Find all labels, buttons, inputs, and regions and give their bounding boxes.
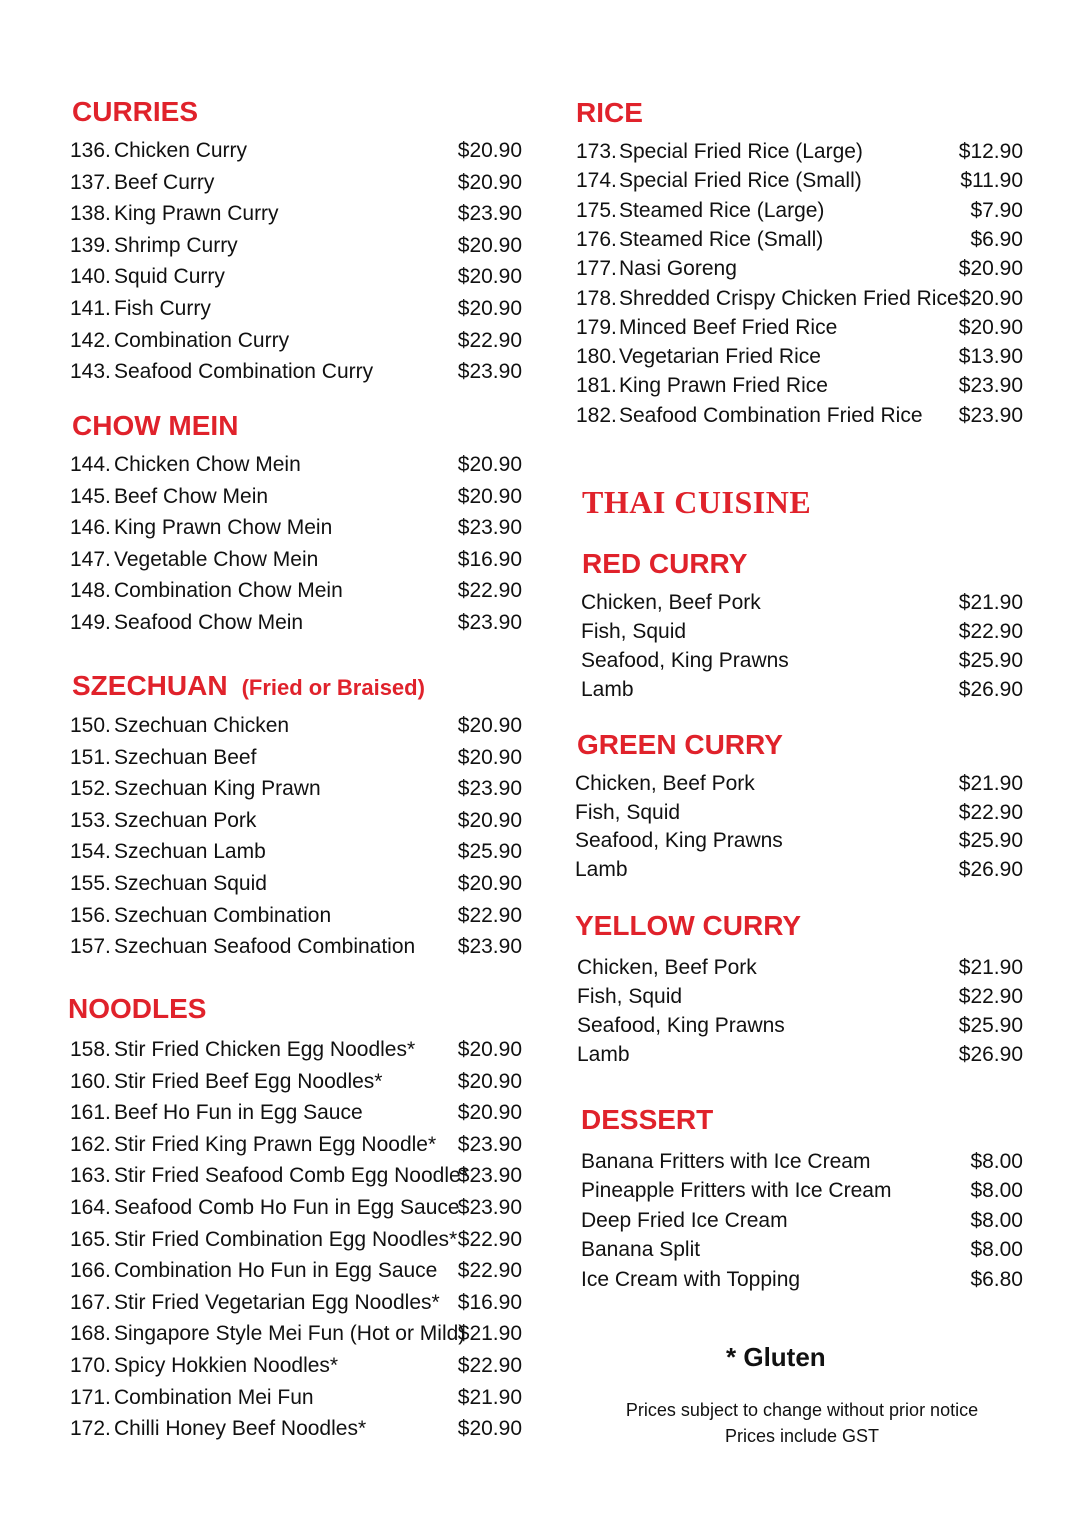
item-price: $20.90: [457, 872, 522, 895]
item-number: 139.: [70, 233, 111, 257]
menu-item: [70, 199, 522, 229]
item-price: $23.90: [959, 401, 1023, 431]
item-name: Beef Chow Mein: [114, 484, 269, 508]
menu-item: [70, 1256, 522, 1286]
menu-item: [575, 826, 1023, 856]
section-title: SZECHUAN: [72, 670, 228, 701]
menu-item: [70, 450, 522, 480]
item-price: $20.90: [457, 170, 522, 194]
item-number: 151.: [70, 745, 111, 769]
item-price: $25.90: [457, 840, 522, 864]
item-price: $20.90: [457, 1101, 522, 1125]
price-notice: Prices subject to change without prior notice: [625, 1400, 979, 1420]
item-price: $7.90: [970, 196, 1023, 226]
section-title: CHOW MEIN: [72, 410, 239, 441]
item-number: 145.: [70, 484, 111, 508]
item-name: Squid Curry: [114, 265, 225, 289]
item-price: $23.90: [457, 611, 522, 634]
menu-item: [70, 1288, 522, 1318]
item-name: Vegetable Chow Mein: [114, 547, 319, 571]
item-name: Szechuan Squid: [114, 872, 267, 895]
item-price: $20.90: [457, 745, 522, 769]
item-number: 142.: [70, 328, 111, 352]
menu-item: [70, 1098, 522, 1128]
item-price: $22.90: [958, 800, 1023, 824]
menu-item: [70, 608, 522, 638]
item-number: 168.: [70, 1322, 111, 1346]
item-name: Chicken Curry: [114, 139, 248, 162]
item-price: $26.90: [958, 857, 1023, 881]
item-number: 152.: [70, 777, 111, 801]
item-price: $21.90: [958, 956, 1023, 979]
menu-item: [70, 262, 522, 292]
item-price: $22.90: [958, 985, 1023, 1008]
menu-item: [70, 513, 522, 543]
item-name: Banana Fritters with Ice Cream: [581, 1150, 871, 1173]
item-name: Combination Ho Fun in Egg Sauce: [114, 1259, 438, 1283]
item-price: $8.00: [970, 1208, 1023, 1232]
item-name: Stir Fried Beef Egg Noodles*: [114, 1069, 383, 1093]
item-price: $16.90: [457, 1290, 522, 1314]
item-number: 155.: [70, 872, 111, 895]
menu-item: [70, 136, 522, 166]
item-name: Fish, Squid: [577, 985, 683, 1008]
menu-item: [70, 326, 522, 356]
menu-item: [70, 1414, 522, 1444]
item-number: 150.: [70, 714, 111, 737]
item-number: 143.: [70, 360, 111, 384]
menu-item: [577, 1011, 1023, 1041]
item-price: $20.90: [457, 1417, 522, 1441]
menu-item: [70, 576, 522, 606]
item-name: Chilli Honey Beef Noodles*: [114, 1417, 367, 1441]
item-number: 177.: [576, 257, 617, 281]
item-number: 166.: [70, 1259, 111, 1283]
item-name: Beef Ho Fun in Egg Sauce: [114, 1101, 363, 1125]
item-number: 148.: [70, 579, 111, 603]
item-price: $25.90: [958, 648, 1023, 672]
menu-item: [581, 1147, 1023, 1177]
menu-item: [70, 357, 522, 387]
item-number: 161.: [70, 1101, 111, 1125]
item-number: 162.: [70, 1132, 111, 1156]
menu-item: [70, 168, 522, 198]
menu-item: [577, 1040, 1023, 1070]
item-name: Szechuan Seafood Combination: [114, 935, 416, 959]
item-price: $16.90: [457, 547, 522, 571]
item-price: $22.90: [457, 328, 522, 352]
item-name: Seafood, King Prawns: [575, 829, 783, 852]
menu-section: [72, 410, 238, 442]
item-price: $6.90: [970, 225, 1023, 255]
section-subtitle: (Fried or Braised): [241, 675, 425, 700]
item-name: Vegetarian Fried Rice: [619, 345, 821, 369]
item-price: $20.90: [457, 233, 522, 257]
item-number: 153.: [70, 808, 111, 832]
item-price: $20.90: [959, 254, 1023, 284]
menu-item: [577, 953, 1023, 983]
item-name: Chicken, Beef Pork: [575, 772, 755, 795]
item-price: $23.90: [457, 360, 522, 384]
item-name: Seafood Combination Curry: [114, 360, 374, 384]
item-price: $25.90: [958, 829, 1023, 852]
menu-item: [581, 1265, 1023, 1295]
item-price: $20.90: [959, 284, 1023, 314]
menu-item: [70, 1225, 522, 1255]
item-name: Fish Curry: [114, 297, 211, 320]
item-number: 147.: [70, 547, 111, 571]
menu-item: [70, 711, 522, 741]
item-number: 174.: [576, 169, 617, 193]
item-price: $20.90: [457, 484, 522, 508]
item-price: $20.90: [457, 265, 522, 289]
menu-item: [581, 1235, 1023, 1265]
section-title: DESSERT: [581, 1104, 714, 1135]
item-price: $13.90: [959, 342, 1023, 372]
item-name: Singapore Style Mei Fun (Hot or Mild): [114, 1322, 466, 1346]
menu-item: [576, 313, 1023, 343]
item-name: King Prawn Chow Mein: [114, 516, 333, 540]
item-number: 154.: [70, 840, 111, 864]
section-title: YELLOW CURRY: [575, 910, 802, 941]
item-name: Fish, Squid: [581, 619, 687, 643]
item-number: 136.: [70, 139, 111, 162]
thai-cuisine-title: THAI CUISINE: [582, 484, 812, 520]
item-name: Chicken, Beef Pork: [577, 956, 757, 979]
item-price: $23.90: [457, 1196, 522, 1219]
item-price: $23.90: [457, 202, 522, 226]
item-price: $22.90: [457, 1227, 522, 1251]
item-name: Banana Split: [581, 1238, 701, 1262]
menu-item: [70, 1383, 522, 1413]
menu-item: [70, 1351, 522, 1381]
item-price: $23.90: [457, 777, 522, 801]
item-price: $22.90: [457, 579, 522, 603]
item-number: 167.: [70, 1290, 111, 1314]
item-name: Szechuan King Prawn: [114, 777, 321, 801]
menu-item: [576, 401, 1023, 431]
item-number: 170.: [70, 1354, 111, 1377]
item-name: Spicy Hokkien Noodles*: [114, 1354, 339, 1377]
menu-item: [70, 774, 522, 804]
menu-item: [575, 798, 1023, 828]
menu-item: [70, 1319, 522, 1349]
menu-item: [576, 166, 1023, 196]
item-price: $8.00: [970, 1179, 1023, 1203]
menu-item: [70, 1035, 522, 1065]
item-number: 158.: [70, 1038, 111, 1061]
item-name: Ice Cream with Topping: [581, 1267, 801, 1291]
item-number: 182.: [576, 403, 617, 427]
item-number: 141.: [70, 297, 111, 320]
menu-item: [581, 588, 1023, 618]
menu-item: [70, 231, 522, 261]
menu-item: [581, 1176, 1023, 1206]
item-number: 138.: [70, 202, 111, 226]
item-name: Szechuan Lamb: [114, 840, 266, 864]
item-price: $21.90: [457, 1385, 522, 1409]
item-number: 176.: [576, 227, 617, 251]
menu-item: [70, 932, 522, 962]
menu-item: [581, 675, 1023, 705]
item-name: Combination Mei Fun: [114, 1385, 314, 1409]
item-number: 137.: [70, 170, 111, 194]
menu-item: [576, 225, 1023, 255]
item-name: Chicken, Beef Pork: [581, 591, 761, 614]
gluten-note: * Gluten: [726, 1342, 826, 1372]
menu-item: [70, 837, 522, 867]
item-number: 180.: [576, 345, 617, 369]
menu-item: [576, 137, 1023, 167]
item-number: 156.: [70, 903, 111, 927]
item-name: Special Fried Rice (Small): [619, 169, 862, 193]
menu-item: [70, 901, 522, 931]
item-name: Lamb: [581, 677, 634, 701]
menu-item: [70, 743, 522, 773]
item-price: $23.90: [457, 516, 522, 540]
item-name: Szechuan Pork: [114, 808, 257, 832]
item-number: 163.: [70, 1164, 111, 1188]
item-price: $20.90: [457, 1069, 522, 1093]
item-number: 171.: [70, 1385, 111, 1409]
item-number: 179.: [576, 315, 617, 339]
item-price: $21.90: [958, 591, 1023, 614]
item-price: $21.90: [457, 1322, 522, 1346]
item-name: Lamb: [575, 857, 628, 881]
item-number: 149.: [70, 611, 111, 634]
item-price: $26.90: [958, 1043, 1023, 1066]
menu-item: [70, 1130, 522, 1160]
item-price: $20.90: [457, 297, 522, 320]
item-name: Stir Fried Vegetarian Egg Noodles*: [114, 1290, 440, 1314]
menu-item: [576, 196, 1023, 226]
section-title: GREEN CURRY: [577, 729, 783, 760]
section-title: RICE: [576, 97, 643, 128]
item-number: 144.: [70, 453, 111, 476]
item-price: $8.00: [970, 1238, 1023, 1262]
menu-item: [70, 1161, 522, 1191]
item-price: $20.90: [457, 1038, 522, 1061]
item-number: 181.: [576, 374, 617, 398]
gst-notice: Prices include GST: [724, 1426, 880, 1446]
item-name: Szechuan Combination: [114, 903, 332, 927]
item-name: Pineapple Fritters with Ice Cream: [581, 1179, 892, 1203]
menu-item: [576, 342, 1023, 372]
menu-item: [70, 482, 522, 512]
item-price: $20.90: [959, 313, 1023, 343]
item-name: Seafood Comb Ho Fun in Egg Sauce: [114, 1196, 460, 1219]
item-number: 146.: [70, 516, 111, 540]
item-name: Combination Chow Mein: [114, 579, 343, 603]
item-price: $22.90: [457, 1259, 522, 1283]
item-name: King Prawn Curry: [114, 202, 279, 226]
section-heading: [72, 96, 198, 128]
item-name: Stir Fried Chicken Egg Noodles*: [114, 1038, 416, 1061]
item-name: Szechuan Beef: [114, 745, 257, 769]
item-name: Nasi Goreng: [619, 257, 737, 281]
menu-item: [70, 1067, 522, 1097]
item-name: Stir Fried Seafood Comb Egg Noodle*: [114, 1164, 469, 1188]
menu-item: [576, 371, 1023, 401]
menu-item: [70, 1193, 522, 1223]
menu-item: [576, 284, 1023, 314]
item-name: Stir Fried Combination Egg Noodles*: [114, 1227, 458, 1251]
item-price: $23.90: [457, 1164, 522, 1188]
menu-item: [581, 617, 1023, 647]
item-price: $22.90: [457, 1354, 522, 1377]
section-title: CURRIES: [72, 96, 199, 127]
section-heading: [68, 993, 206, 1025]
item-number: 165.: [70, 1227, 111, 1251]
section-title: RED CURRY: [582, 548, 748, 579]
section-heading: [72, 410, 238, 442]
item-price: $6.80: [970, 1267, 1023, 1291]
menu-item: [577, 982, 1023, 1012]
item-number: 140.: [70, 265, 111, 289]
item-price: $23.90: [457, 935, 522, 959]
item-name: Shredded Crispy Chicken Fried Rice: [619, 286, 959, 310]
item-name: Fish, Squid: [575, 800, 681, 824]
item-price: $12.90: [959, 137, 1023, 167]
menu-item: [70, 806, 522, 836]
item-name: Combination Curry: [114, 328, 290, 352]
item-price: $26.90: [958, 677, 1023, 701]
item-price: $8.00: [970, 1150, 1023, 1173]
item-price: $20.90: [457, 139, 522, 162]
item-name: Lamb: [577, 1043, 630, 1066]
item-name: Szechuan Chicken: [114, 714, 290, 737]
item-number: 173.: [576, 140, 617, 163]
item-name: Deep Fried Ice Cream: [581, 1208, 788, 1232]
item-number: 178.: [576, 286, 617, 310]
item-name: Special Fried Rice (Large): [619, 140, 863, 163]
item-price: $22.90: [457, 903, 522, 927]
item-price: $20.90: [457, 808, 522, 832]
menu-item: [576, 254, 1023, 284]
menu-item: [575, 769, 1023, 799]
item-number: 157.: [70, 935, 111, 959]
item-name: Seafood Combination Fried Rice: [619, 403, 923, 427]
item-name: Steamed Rice (Small): [619, 227, 824, 251]
section-heading: [72, 670, 425, 704]
item-name: Chicken Chow Mein: [114, 453, 301, 476]
item-price: $21.90: [958, 772, 1023, 795]
section-title: NOODLES: [68, 993, 207, 1024]
item-name: Beef Curry: [114, 170, 215, 194]
item-name: King Prawn Fried Rice: [619, 374, 828, 398]
item-price: $20.90: [457, 453, 522, 476]
item-name: Seafood, King Prawns: [577, 1014, 785, 1037]
item-number: 172.: [70, 1417, 111, 1441]
menu-item: [70, 869, 522, 899]
menu-section: [72, 670, 425, 704]
item-price: $22.90: [958, 619, 1023, 643]
item-price: $11.90: [960, 166, 1023, 196]
item-price: $23.90: [457, 1132, 522, 1156]
item-number: 160.: [70, 1069, 111, 1093]
menu-item: [581, 646, 1023, 676]
item-name: Shrimp Curry: [114, 233, 238, 257]
item-name: Seafood Chow Mein: [114, 611, 304, 634]
menu-section: [72, 96, 198, 128]
item-name: Minced Beef Fried Rice: [619, 315, 838, 339]
menu-section: [68, 993, 206, 1025]
item-number: 175.: [576, 198, 617, 222]
menu-item: [70, 545, 522, 575]
menu-item: [575, 855, 1023, 885]
item-name: Seafood, King Prawns: [581, 648, 789, 672]
menu-item: [70, 294, 522, 324]
menu-section-rice: [576, 97, 643, 129]
item-price: $23.90: [959, 371, 1023, 401]
item-name: Steamed Rice (Large): [619, 198, 825, 222]
item-price: $25.90: [958, 1014, 1023, 1037]
item-number: 164.: [70, 1196, 111, 1219]
menu-item: [581, 1206, 1023, 1236]
item-price: $20.90: [457, 714, 522, 737]
item-name: Stir Fried King Prawn Egg Noodle*: [114, 1132, 437, 1156]
